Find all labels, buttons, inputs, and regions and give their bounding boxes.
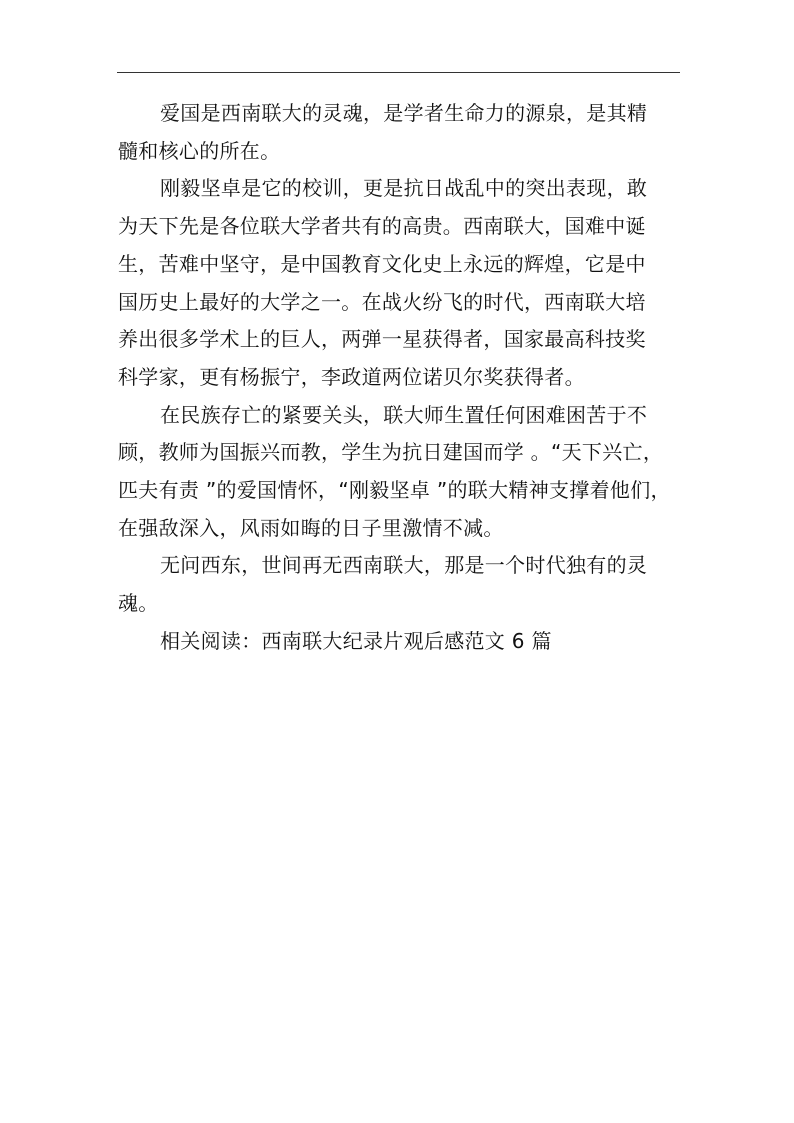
- text-line: 无问西东，世间再无西南联大，那是一个时代独有的灵: [160, 553, 648, 578]
- text-line: 在强敌深入，风雨如晦的日子里激情不减。: [118, 515, 504, 540]
- text-line: 魂。: [118, 591, 159, 616]
- related-reading: [118, 623, 670, 661]
- related-reading-text: 相关阅读：西南联大纪录片观后感范文 6 篇: [160, 628, 552, 653]
- text-line: 生，苦难中坚守，是中国教育文化史上永远的辉煌，它是中: [118, 251, 646, 276]
- paragraph-conclusion: [118, 547, 670, 622]
- text-line: 髓和核心的所在。: [118, 138, 281, 163]
- text-line: 国历史上最好的大学之一。在战火纷飞的时代，西南联大培: [118, 289, 646, 314]
- paragraph-patriotism: [118, 95, 670, 170]
- document-body: [118, 95, 670, 661]
- text-line: 养出很多学术上的巨人，两弹一星获得者，国家最高科技奖: [118, 327, 646, 352]
- text-line: 顾，教师为国振兴而教，学生为抗日建国而学 。“天下兴亡，: [118, 440, 664, 465]
- text-line: 爱国是西南联大的灵魂，是学者生命力的源泉，是其精: [160, 101, 648, 125]
- text-line: 为天下先是各位联大学者共有的高贵。西南联大，国难中诞: [118, 214, 646, 239]
- text-line: 匹夫有责 ”的爱国情怀，“刚毅坚卓 ”的联大精神支撑着他们，: [118, 478, 671, 503]
- text-line: 科学家，更有杨振宁，李政道两位诺贝尔奖获得者。: [118, 364, 585, 389]
- text-line: 刚毅坚卓是它的校训，更是抗日战乱中的突出表现，敢: [160, 176, 648, 201]
- header-rule: [117, 72, 680, 73]
- paragraph-motto: [118, 170, 670, 396]
- text-line: 在民族存亡的紧要关头，联大师生置任何困难困苦于不: [160, 402, 648, 427]
- paragraph-national-crisis: [118, 397, 670, 548]
